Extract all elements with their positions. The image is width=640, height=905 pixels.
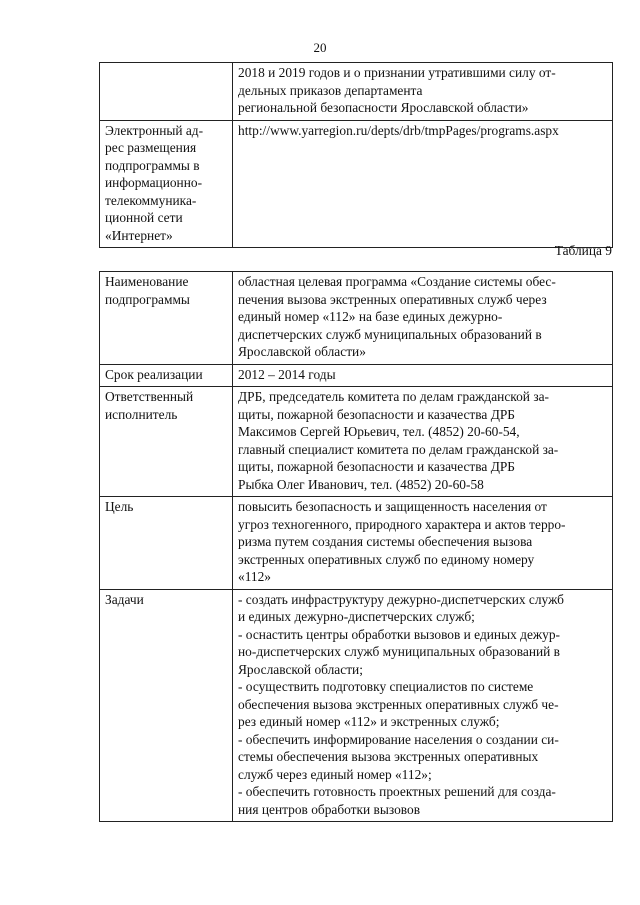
row-value: - создать инфраструктуру дежурно-диспетчерских служб и единых дежурно-диспетчерских служб; - оснастить центры обработки вызовов и единых дежур- но-диспетчерских служб муниципальных образований в Ярославской области; - осуществить подготовку специалистов по системе обеспечения вызова экстренных оперативных служб че- рез единый номер «112» и экстренных служб; - обеспечить информирование населения о создании си- стемы обеспечения вызова экстренных оперативных служб через единый номер «112»; - обеспечить готовность проектных решений для созда- ния центров обработки вызовов — [233, 589, 613, 822]
row-label — [100, 63, 233, 121]
row-label: Электронный ад- рес размещения подпрограммы в информационно- телекоммуника- ционной сети «Интернет» — [100, 120, 233, 248]
table-row — [100, 589, 613, 822]
row-value: повысить безопасность и защищенность населения от угроз техногенного, природного характера и актов терро- ризма путем создания системы обеспечения вызова экстренных оперативных служб по единому номеру «112» — [233, 497, 613, 590]
row-value: областная целевая программа «Создание системы обес- печения вызова экстренных оперативных служб через единый номер «112» на базе единых дежурно- диспетчерских служб муниципальных образований в Ярославской области» — [233, 272, 613, 365]
subprogram-table — [99, 271, 613, 822]
continuation-table — [99, 62, 613, 248]
table-row — [100, 497, 613, 590]
row-value-url[interactable]: http://www.yarregion.ru/depts/drb/tmpPages/programs.aspx — [233, 120, 613, 248]
table-caption: Таблица 9 — [554, 243, 612, 258]
row-value: 2018 и 2019 годов и о признании утратившими силу от- дельных приказов департамента региональной безопасности Ярославской области» — [233, 63, 613, 121]
row-label: Ответственный исполнитель — [100, 387, 233, 497]
row-label: Задачи — [100, 589, 233, 822]
table-row — [100, 272, 613, 365]
row-value: 2012 – 2014 годы — [233, 364, 613, 387]
row-label: Наименование подпрограммы — [100, 272, 233, 365]
table-row — [100, 387, 613, 497]
page-number: 20 — [313, 40, 327, 55]
table-row — [100, 120, 613, 248]
row-label: Срок реализации — [100, 364, 233, 387]
table-row — [100, 364, 613, 387]
table-row — [100, 63, 613, 121]
row-value: ДРБ, председатель комитета по делам гражданской за- щиты, пожарной безопасности и казачества ДРБ Максимов Сергей Юрьевич, тел. (4852) 20-60-54, главный специалист комитета по делам гражданской за- щиты, пожарной безопасности и казачества ДРБ Рыбка Олег Иванович, тел. (4852) 20-60-58 — [233, 387, 613, 497]
row-label: Цель — [100, 497, 233, 590]
